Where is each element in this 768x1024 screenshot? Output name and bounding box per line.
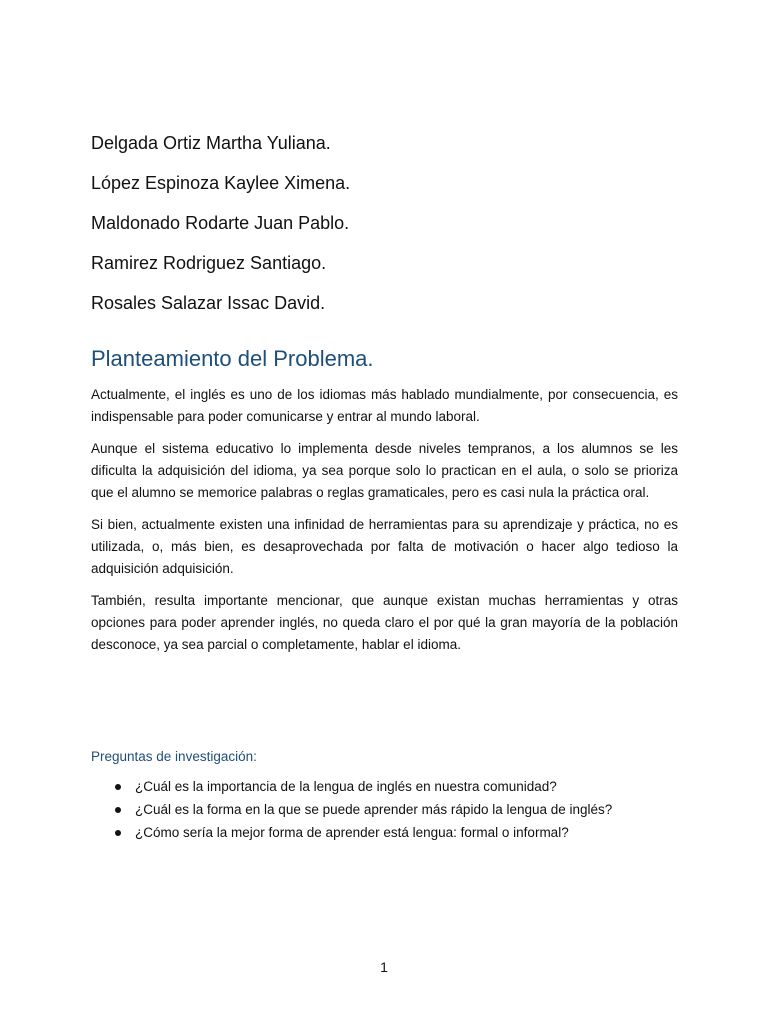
section-body	[91, 384, 678, 666]
author-list	[91, 132, 691, 332]
question-list	[91, 775, 691, 844]
question-text: ¿Cuál es la importancia de la lengua de inglés en nuestra comunidad?	[135, 779, 557, 794]
bullet-icon	[115, 830, 121, 836]
page-number: 1	[380, 959, 388, 975]
bullet-icon	[115, 784, 121, 790]
author-name: Maldonado Rodarte Juan Pablo.	[91, 213, 350, 233]
paragraph: Aunque el sistema educativo lo implementa desde niveles tempranos, a los alumnos se les dificulta la adquisición del idioma, ya sea porque solo lo practican en el aula, o solo se prioriza que el alumno se memorice palabras o reglas gramaticales, pero es casi nula la práctica oral.	[91, 441, 678, 500]
author-name: López Espinoza Kaylee Ximena.	[91, 173, 351, 193]
paragraph: Si bien, actualmente existen una infinidad de herramientas para su aprendizaje y práctica, no es utilizada, o, más bien, es desaprovechada por falta de motivación o hacer algo tedioso la adquisición adquisición.	[91, 517, 678, 576]
questions-heading: Preguntas de investigación:	[91, 749, 257, 764]
section-heading: Planteamiento del Problema.	[91, 346, 374, 371]
author-name: Rosales Salazar Issac David.	[91, 293, 326, 313]
author-name: Ramirez Rodriguez Santiago.	[91, 253, 327, 273]
list-item	[91, 775, 691, 798]
paragraph: Actualmente, el inglés es uno de los idiomas más hablado mundialmente, por consecuencia, es indispensable para poder comunicarse y entrar al mundo laboral.	[91, 387, 678, 424]
question-text: ¿Cómo sería la mejor forma de aprender está lengua: formal o informal?	[135, 825, 569, 840]
question-text: ¿Cuál es la forma en la que se puede aprender más rápido la lengua de inglés?	[135, 802, 613, 817]
author-name: Delgada Ortiz Martha Yuliana.	[91, 133, 331, 153]
paragraph: También, resulta importante mencionar, que aunque existan muchas herramientas y otras opciones para poder aprender inglés, no queda claro el por qué la gran mayoría de la población desconoce, ya sea parcial o completamente, hablar el idioma.	[91, 593, 678, 652]
bullet-icon	[115, 807, 121, 813]
list-item	[91, 798, 691, 821]
list-item	[91, 821, 691, 844]
